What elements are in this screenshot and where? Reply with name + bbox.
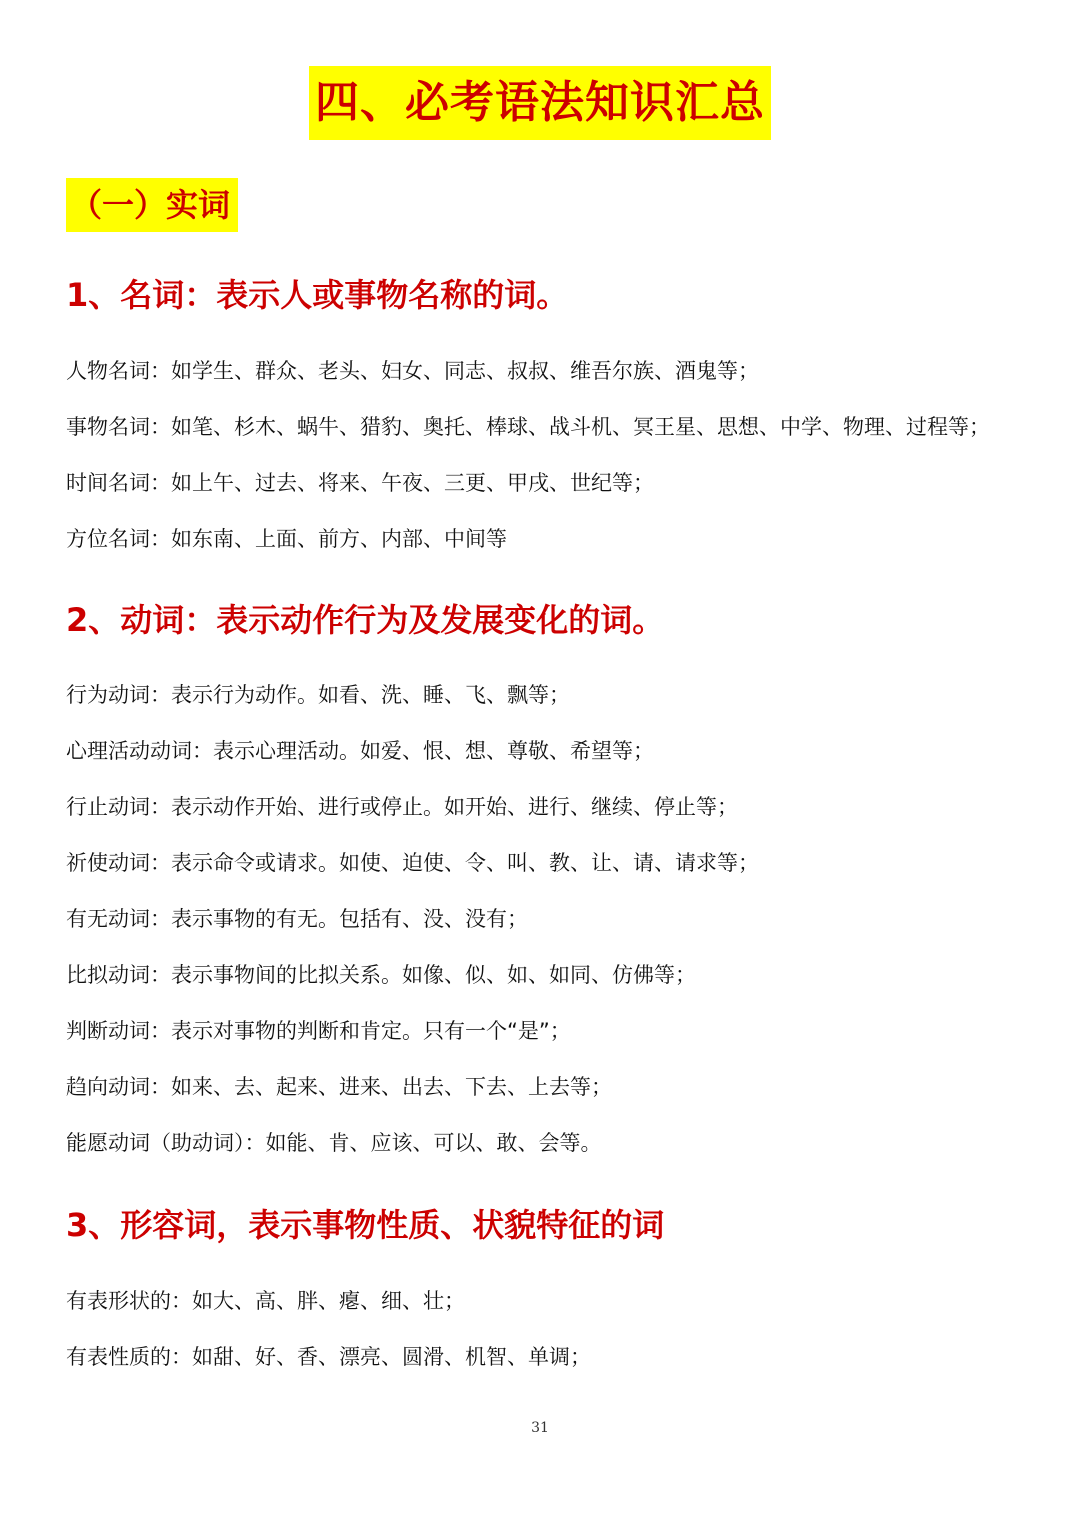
main-title-container xyxy=(0,66,1080,140)
page-number: 31 xyxy=(531,1420,549,1436)
adjective-line-shape: 有表形状的：如大、高、胖、瘪、细、壮； xyxy=(66,1289,465,1313)
verb-line-start-stop: 行止动词：表示动作开始、进行或停止。如开始、进行、继续、停止等； xyxy=(66,795,738,819)
noun-line-direction: 方位名词：如东南、上面、前方、内部、中间等 xyxy=(66,527,507,551)
verb-line-mental: 心理活动动词：表示心理活动。如爱、恨、想、尊敬、希望等； xyxy=(66,739,654,763)
adjective-line-quality: 有表性质的：如甜、好、香、漂亮、圆滑、机智、单调； xyxy=(66,1345,591,1369)
heading-verbs: 2、动词：表示动作行为及发展变化的词。 xyxy=(66,601,665,639)
verb-line-directional: 趋向动词：如来、去、起来、进来、出去、下去、上去等； xyxy=(66,1075,612,1099)
heading-nouns: 1、名词：表示人或事物名称的词。 xyxy=(66,276,569,314)
noun-line-things: 事物名词：如笔、杉木、蜗牛、猎豹、奥托、棒球、战斗机、冥王星、思想、中学、物理、过程等； xyxy=(66,415,990,439)
noun-line-people: 人物名词：如学生、群众、老头、妇女、同志、叔叔、维吾尔族、酒鬼等； xyxy=(66,359,759,383)
noun-line-time: 时间名词：如上午、过去、将来、午夜、三更、甲戌、世纪等； xyxy=(66,471,654,495)
verb-line-imperative: 祈使动词：表示命令或请求。如使、迫使、令、叫、教、让、请、请求等； xyxy=(66,851,759,875)
verb-line-action: 行为动词：表示行为动作。如看、洗、睡、飞、飘等； xyxy=(66,683,570,707)
main-title: 四、必考语法知识汇总 xyxy=(309,66,771,140)
verb-line-comparison: 比拟动词：表示事物间的比拟关系。如像、似、如、如同、仿佛等； xyxy=(66,963,696,987)
verb-line-existence: 有无动词：表示事物的有无。包括有、没、没有； xyxy=(66,907,528,931)
verb-line-modal: 能愿动词（助动词）：如能、肯、应该、可以、敢、会等。 xyxy=(66,1131,602,1155)
heading-adjectives: 3、形容词，表示事物性质、状貌特征的词 xyxy=(66,1206,665,1244)
section-title-content-words: （一）实词 xyxy=(66,178,238,232)
verb-line-judgment: 判断动词：表示对事物的判断和肯定。只有一个“是”； xyxy=(66,1019,571,1043)
